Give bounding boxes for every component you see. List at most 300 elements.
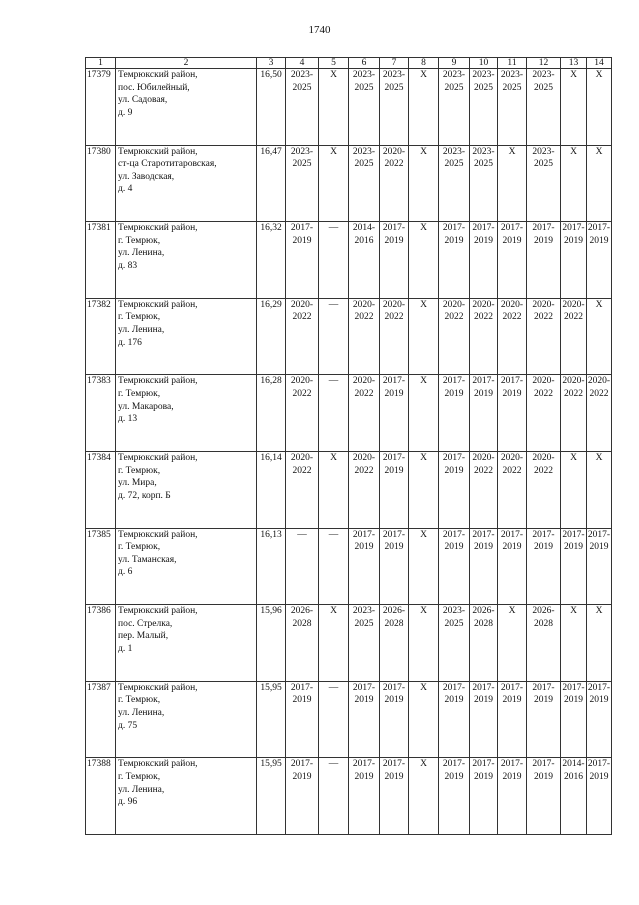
period-text: 2019 [444, 235, 464, 246]
period-text: 2020- [290, 376, 314, 387]
period-text: 2023- [352, 70, 376, 80]
address-line: пер. Малый, [118, 631, 169, 642]
address-line: ул. Ленина, [118, 248, 165, 259]
period-text: X [420, 606, 427, 617]
period-cell [286, 681, 319, 758]
period-cell [498, 375, 527, 452]
address-line: Темрюкский район, [118, 452, 198, 463]
period-text: 2023- [290, 70, 314, 80]
period-text: 2019 [384, 388, 404, 399]
period-cell [439, 298, 470, 375]
value-cell: 15,95 [257, 681, 286, 758]
period-cell [587, 69, 612, 146]
address-line: д. 9 [118, 107, 133, 118]
period-cell [527, 222, 561, 299]
period-text: X [595, 452, 603, 463]
period-text: 2019 [444, 465, 464, 476]
period-cell [319, 69, 349, 146]
period-text: X [595, 146, 603, 157]
period-text: 2020- [532, 452, 555, 463]
period-cell [409, 528, 439, 605]
period-cell [286, 528, 319, 605]
period-text: 2019 [534, 235, 553, 246]
address-line: г. Темрюк, [118, 388, 161, 399]
row-number: 17385 [86, 528, 116, 605]
period-text: 2016 [564, 771, 583, 782]
period-text: 2025 [354, 82, 374, 93]
period-cell [587, 758, 612, 835]
period-text: 2017- [500, 759, 524, 770]
period-cell [409, 375, 439, 452]
period-text: X [508, 606, 516, 617]
period-text: 2022 [474, 465, 493, 476]
period-text: 2017- [587, 682, 611, 693]
address-line: г. Темрюк, [118, 771, 161, 782]
period-text: 2020- [382, 299, 406, 310]
period-text: 2019 [502, 388, 522, 399]
period-text: 2019 [589, 542, 609, 553]
period-text: 2019 [384, 771, 404, 782]
period-cell [286, 298, 319, 375]
column-header: 14 [587, 58, 612, 69]
table-row [86, 605, 612, 682]
period-cell [349, 528, 380, 605]
address-line: ст-ца Старотитаровская, [118, 159, 217, 170]
period-text: 2020- [352, 376, 376, 387]
period-cell [439, 375, 470, 452]
period-text: 2022 [292, 388, 312, 399]
period-text: 2019 [444, 695, 464, 706]
period-cell [409, 69, 439, 146]
period-text: 2025 [384, 82, 404, 93]
period-text: X [420, 223, 427, 234]
address-line: Темрюкский район, [118, 223, 198, 234]
period-cell [498, 528, 527, 605]
period-text: 2022 [292, 312, 312, 323]
period-text: 2022 [444, 312, 464, 323]
address-line: ул. Таманская, [118, 554, 177, 565]
period-cell [349, 145, 380, 222]
period-cell [470, 681, 498, 758]
period-text: X [420, 70, 427, 80]
period-text: 2017- [442, 223, 466, 234]
period-text: 2019 [502, 695, 522, 706]
period-cell [561, 69, 587, 146]
period-text: 2022 [534, 312, 553, 323]
period-text: 2023- [532, 70, 555, 80]
period-cell [286, 375, 319, 452]
period-text: 2017- [532, 682, 555, 693]
address-cell [116, 145, 257, 222]
period-text: 2016 [354, 235, 374, 246]
period-text: X [595, 299, 603, 310]
period-text: 2019 [444, 771, 464, 782]
period-text: 2017- [472, 529, 495, 540]
period-text: 2022 [589, 388, 609, 399]
period-text: 2017- [382, 376, 406, 387]
period-text: 2022 [474, 312, 493, 323]
period-text: 2019 [502, 235, 522, 246]
period-cell [527, 69, 561, 146]
period-text: 2019 [474, 388, 493, 399]
period-cell [380, 298, 409, 375]
period-cell [349, 681, 380, 758]
period-cell [349, 451, 380, 528]
period-cell [349, 298, 380, 375]
address-line: д. 6 [118, 567, 133, 578]
period-text: 2019 [354, 542, 374, 553]
period-text: 2017- [562, 529, 585, 540]
period-text: 2025 [444, 159, 464, 170]
period-cell [439, 758, 470, 835]
period-text: 2019 [534, 695, 553, 706]
period-text: 2025 [534, 159, 553, 170]
address-line: Темрюкский район, [118, 146, 198, 157]
period-text: 2020- [532, 376, 555, 387]
address-line: д. 75 [118, 720, 138, 731]
address-line: д. 1 [118, 643, 133, 654]
period-text: 2022 [354, 465, 374, 476]
address-line: Темрюкский район, [118, 70, 198, 80]
period-cell [561, 298, 587, 375]
period-cell [439, 528, 470, 605]
period-text: 2025 [474, 82, 493, 93]
address-line: ул. Ленина, [118, 324, 165, 335]
period-text: X [330, 452, 337, 463]
period-text: 2019 [474, 235, 493, 246]
period-text: 2023- [472, 146, 495, 157]
period-cell [587, 298, 612, 375]
period-text: 2022 [384, 312, 404, 323]
address-line: Темрюкский район, [118, 682, 198, 693]
period-text: X [420, 376, 427, 387]
address-line: г. Темрюк, [118, 695, 161, 706]
period-cell [439, 451, 470, 528]
period-cell [439, 222, 470, 299]
period-text: X [595, 70, 603, 80]
period-text: X [330, 606, 337, 617]
period-cell [409, 222, 439, 299]
period-text: 2017- [290, 223, 314, 234]
value-cell: 16,50 [257, 69, 286, 146]
period-cell [286, 145, 319, 222]
address-line: ул. Мира, [118, 478, 157, 489]
period-cell [470, 375, 498, 452]
row-number: 17387 [86, 681, 116, 758]
period-cell [349, 605, 380, 682]
period-text: 2023- [442, 70, 466, 80]
row-number: 17381 [86, 222, 116, 299]
period-text: 2017- [472, 759, 495, 770]
period-text: 2017- [442, 682, 466, 693]
period-cell [409, 298, 439, 375]
period-text: 2023- [442, 606, 466, 617]
period-cell [319, 758, 349, 835]
period-text: — [328, 759, 339, 770]
column-header: 12 [527, 58, 561, 69]
address-line: Темрюкский район, [118, 376, 198, 387]
column-header: 11 [498, 58, 527, 69]
period-cell [527, 605, 561, 682]
address-cell [116, 298, 257, 375]
address-line: д. 4 [118, 184, 133, 195]
period-text: 2020- [290, 452, 314, 463]
period-cell [319, 681, 349, 758]
period-text: 2020- [562, 299, 585, 310]
period-cell [561, 758, 587, 835]
period-cell [561, 681, 587, 758]
address-line: г. Темрюк, [118, 465, 161, 476]
period-text: 2025 [444, 82, 464, 93]
period-text: 2017- [500, 682, 524, 693]
period-cell [470, 528, 498, 605]
period-cell [470, 69, 498, 146]
address-cell [116, 758, 257, 835]
period-text: 2019 [589, 695, 609, 706]
period-text: 2026- [472, 606, 495, 617]
period-text: — [328, 223, 339, 234]
period-text: 2022 [502, 312, 522, 323]
period-text: — [328, 682, 339, 693]
value-cell: 15,95 [257, 758, 286, 835]
period-text: 2023- [442, 146, 466, 157]
period-text: 2017- [442, 376, 466, 387]
table-row [86, 145, 612, 222]
period-text: X [570, 606, 577, 617]
column-header: 2 [116, 58, 257, 69]
period-text: 2028 [534, 618, 553, 629]
period-text: X [420, 529, 427, 540]
period-text: 2017- [442, 452, 466, 463]
period-text: 2017- [382, 529, 406, 540]
period-text: 2023- [382, 70, 406, 80]
period-cell [349, 375, 380, 452]
period-text: 2019 [384, 542, 404, 553]
period-text: X [420, 759, 427, 770]
address-line: д. 83 [118, 260, 138, 271]
period-text: 2025 [354, 159, 374, 170]
period-text: 2020- [500, 452, 524, 463]
period-text: 2019 [564, 695, 583, 706]
column-header: 8 [409, 58, 439, 69]
row-number: 17382 [86, 298, 116, 375]
row-number: 17386 [86, 605, 116, 682]
period-text: X [508, 146, 516, 157]
period-text: 2025 [534, 82, 553, 93]
column-header: 6 [349, 58, 380, 69]
period-cell [561, 145, 587, 222]
table-row [86, 375, 612, 452]
row-number: 17383 [86, 375, 116, 452]
column-header: 4 [286, 58, 319, 69]
period-text: X [595, 606, 603, 617]
period-text: 2017- [500, 223, 524, 234]
period-text: 2017- [562, 223, 585, 234]
period-cell [470, 758, 498, 835]
value-cell: 16,13 [257, 528, 286, 605]
period-text: 2022 [564, 312, 583, 323]
period-cell [286, 605, 319, 682]
period-text: 2022 [354, 388, 374, 399]
period-cell [587, 222, 612, 299]
address-cell [116, 528, 257, 605]
period-text: 2023- [472, 70, 495, 80]
address-line: д. 176 [118, 337, 142, 348]
period-text: 2023- [532, 146, 555, 157]
period-text: 2020- [562, 376, 585, 387]
period-cell [527, 451, 561, 528]
period-cell [319, 528, 349, 605]
period-cell [409, 605, 439, 682]
table-body [86, 69, 612, 835]
period-text: 2014- [352, 223, 376, 234]
period-cell [587, 528, 612, 605]
period-cell [380, 758, 409, 835]
period-cell [527, 298, 561, 375]
period-text: 2017- [290, 682, 314, 693]
period-text: 2020- [500, 299, 524, 310]
period-cell [527, 375, 561, 452]
period-text: 2019 [474, 771, 493, 782]
table-row [86, 69, 612, 146]
period-text: 2019 [444, 542, 464, 553]
period-cell [561, 222, 587, 299]
period-text: 2017- [562, 682, 585, 693]
period-text: 2020- [352, 452, 376, 463]
table-row [86, 681, 612, 758]
period-cell [498, 145, 527, 222]
period-text: 2019 [564, 542, 583, 553]
period-cell [286, 451, 319, 528]
period-cell [561, 528, 587, 605]
period-cell [470, 222, 498, 299]
period-text: 2017- [290, 759, 314, 770]
period-text: X [420, 452, 427, 463]
period-cell [319, 375, 349, 452]
period-text: 2017- [442, 759, 466, 770]
period-text: X [420, 682, 427, 693]
period-text: 2019 [502, 771, 522, 782]
period-text: X [330, 70, 337, 80]
period-text: 2017- [472, 223, 495, 234]
address-line: г. Темрюк, [118, 235, 161, 246]
value-cell: 16,14 [257, 451, 286, 528]
period-text: 2023- [352, 606, 376, 617]
period-text: 2028 [292, 618, 312, 629]
period-text: 2020- [587, 376, 611, 387]
period-text: 2017- [472, 682, 495, 693]
period-text: 2025 [502, 82, 522, 93]
period-text: 2017- [532, 529, 555, 540]
period-text: 2017- [382, 759, 406, 770]
page-number: 1740 [308, 24, 331, 36]
period-text: 2020- [472, 452, 495, 463]
period-text: 2019 [534, 542, 553, 553]
period-text: 2019 [474, 695, 493, 706]
period-cell [409, 681, 439, 758]
period-text: 2023- [290, 146, 314, 157]
table-row [86, 451, 612, 528]
period-cell [319, 451, 349, 528]
period-text: 2019 [354, 771, 374, 782]
period-text: 2022 [564, 388, 583, 399]
column-header: 3 [257, 58, 286, 69]
period-text: 2019 [384, 465, 404, 476]
period-text: 2025 [474, 159, 493, 170]
address-line: ул. Ленина, [118, 707, 165, 718]
column-header: 10 [470, 58, 498, 69]
period-text: 2026- [382, 606, 406, 617]
period-text: — [328, 299, 339, 310]
period-cell [527, 681, 561, 758]
period-text: 2019 [589, 771, 609, 782]
period-cell [561, 375, 587, 452]
period-text: 2022 [292, 465, 312, 476]
period-cell [587, 451, 612, 528]
period-cell [470, 605, 498, 682]
period-text: 2017- [587, 529, 611, 540]
row-number: 17384 [86, 451, 116, 528]
period-text: 2020- [442, 299, 466, 310]
period-cell [470, 298, 498, 375]
column-header: 9 [439, 58, 470, 69]
period-text: 2017- [472, 376, 495, 387]
address-cell [116, 222, 257, 299]
period-text: 2019 [474, 542, 493, 553]
table-row [86, 528, 612, 605]
period-text: — [328, 376, 339, 387]
period-cell [498, 605, 527, 682]
period-cell [587, 375, 612, 452]
period-cell [470, 145, 498, 222]
period-text: 2023- [352, 146, 376, 157]
period-text: 2026- [290, 606, 314, 617]
period-cell [527, 145, 561, 222]
period-text: 2025 [444, 618, 464, 629]
period-cell [319, 605, 349, 682]
period-text: 2022 [354, 312, 374, 323]
period-cell [561, 451, 587, 528]
period-cell [380, 681, 409, 758]
address-line: ул. Заводская, [118, 171, 175, 182]
period-text: 2020- [532, 299, 555, 310]
column-header: 5 [319, 58, 349, 69]
period-cell [498, 222, 527, 299]
period-cell [380, 145, 409, 222]
period-cell [527, 758, 561, 835]
period-cell [380, 69, 409, 146]
period-text: 2017- [382, 223, 406, 234]
period-cell [498, 681, 527, 758]
period-cell [380, 605, 409, 682]
period-text: X [570, 70, 577, 80]
period-cell [439, 681, 470, 758]
table-row [86, 222, 612, 299]
value-cell: 16,47 [257, 145, 286, 222]
value-cell: 15,96 [257, 605, 286, 682]
address-line: пос. Юбилейный, [118, 82, 190, 93]
period-text: 2017- [352, 529, 376, 540]
period-cell [380, 528, 409, 605]
period-text: 2025 [354, 618, 374, 629]
period-text: 2017- [352, 759, 376, 770]
period-cell [380, 222, 409, 299]
period-text: 2019 [534, 771, 553, 782]
period-cell [498, 451, 527, 528]
period-cell [498, 758, 527, 835]
address-line: Темрюкский район, [118, 529, 198, 540]
address-cell [116, 681, 257, 758]
